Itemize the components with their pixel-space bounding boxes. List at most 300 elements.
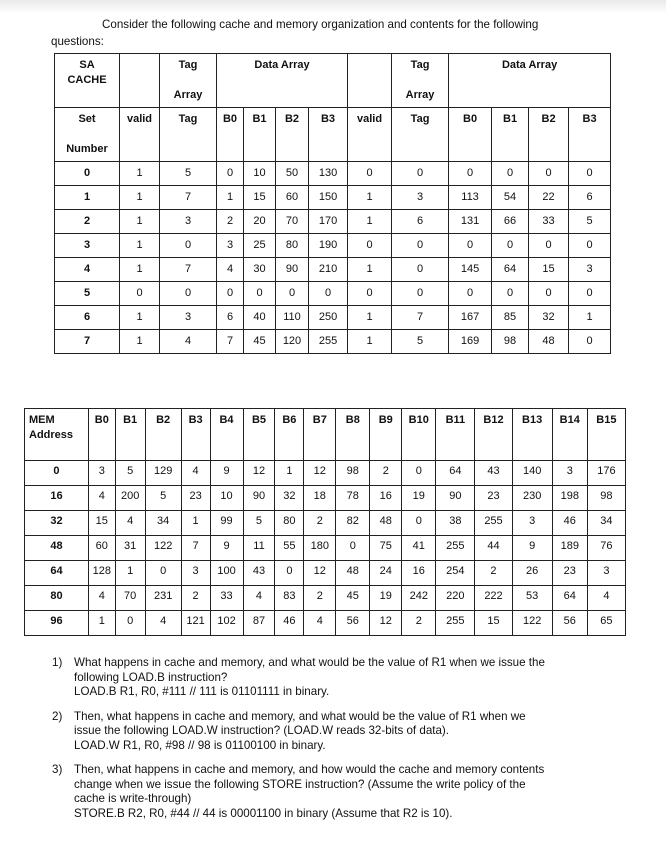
memory-column-header: B12 [475, 409, 512, 461]
cache-cell: 48 [529, 330, 569, 354]
memory-column-header: B14 [552, 409, 587, 461]
memory-cell: 230 [512, 486, 552, 511]
cache-cell: 2 [217, 210, 244, 234]
cache-cell: 54 [492, 186, 529, 210]
cache-cell: 3 [392, 186, 449, 210]
memory-cell: 99 [210, 511, 243, 536]
memory-cell: 87 [243, 611, 275, 636]
memory-column-header: B0 [88, 409, 115, 461]
memory-column-header: B10 [402, 409, 436, 461]
memory-cell: 0 [145, 561, 181, 586]
cache-cell: 5 [569, 210, 611, 234]
memory-row [25, 511, 626, 536]
cache-set-number: 6 [55, 306, 120, 330]
cache-cell: 1 [120, 306, 160, 330]
cache-cell: 0 [492, 162, 529, 186]
cache-cell: 0 [449, 162, 492, 186]
cache-title-cell [55, 54, 120, 108]
cache-column-header: B0 [449, 108, 492, 162]
memory-cell: 19 [402, 486, 436, 511]
memory-cell: 48 [336, 561, 370, 586]
question-number: 2) [52, 709, 63, 723]
memory-cell: 180 [304, 536, 336, 561]
cache-set-number: 2 [55, 210, 120, 234]
cache-cell: 1 [120, 162, 160, 186]
cache-cell: 0 [160, 234, 217, 258]
memory-cell: 56 [336, 611, 370, 636]
memory-cell: 4 [304, 611, 336, 636]
cache-cell: 3 [569, 258, 611, 282]
cache-column-header: B3 [309, 108, 348, 162]
cache-set-row [55, 162, 611, 186]
cache-set-row [55, 186, 611, 210]
cache-header-empty [348, 54, 392, 108]
memory-column-header: B3 [181, 409, 210, 461]
memory-cell: 200 [115, 486, 145, 511]
cache-column-header: B1 [492, 108, 529, 162]
memory-cell: 1 [181, 511, 210, 536]
memory-cell: 1 [275, 461, 304, 486]
memory-cell: 1 [115, 561, 145, 586]
cache-cell: 0 [348, 282, 392, 306]
memory-cell: 41 [402, 536, 436, 561]
memory-cell: 5 [145, 486, 181, 511]
memory-cell: 4 [181, 461, 210, 486]
cache-column-header: B2 [529, 108, 569, 162]
cache-cell: 0 [120, 282, 160, 306]
cache-header-row-1 [55, 54, 611, 108]
number-label: Number [66, 143, 108, 155]
memory-cell: 255 [436, 611, 475, 636]
memory-cell: 189 [552, 536, 587, 561]
cache-cell: 0 [348, 162, 392, 186]
memory-cell: 60 [88, 536, 115, 561]
memory-address: 64 [25, 561, 89, 586]
cache-header-empty [120, 54, 160, 108]
memory-cell: 102 [210, 611, 243, 636]
memory-cell: 242 [402, 586, 436, 611]
question-line: STORE.B R2, R0, #44 // 44 is 00001100 in binary (Assume that R2 is 10). [74, 806, 453, 820]
memory-column-header: B1 [115, 409, 145, 461]
cache-cell: 22 [529, 186, 569, 210]
memory-cell: 3 [552, 461, 587, 486]
cache-cell: 1 [217, 186, 244, 210]
memory-cell: 18 [304, 486, 336, 511]
cache-cell: 1 [348, 210, 392, 234]
memory-cell: 10 [210, 486, 243, 511]
cache-cell: 10 [244, 162, 276, 186]
memory-address: 80 [25, 586, 89, 611]
memory-column-header: B6 [275, 409, 304, 461]
memory-cell: 231 [145, 586, 181, 611]
memory-cell: 98 [587, 486, 625, 511]
data-array-header-way0: Data Array [217, 54, 348, 108]
question-line: Then, what happens in cache and memory, and how would the cache and memory contents [74, 763, 545, 776]
cache-cell: 25 [244, 234, 276, 258]
cache-table [54, 53, 611, 354]
cache-cell: 7 [160, 258, 217, 282]
cache-set-number: 4 [55, 258, 120, 282]
memory-column-header: B5 [243, 409, 275, 461]
memory-cell: 0 [115, 611, 145, 636]
set-number-header [55, 108, 120, 162]
memory-address: 48 [25, 536, 89, 561]
memory-cell: 98 [336, 461, 370, 486]
cache-cell: 4 [217, 258, 244, 282]
cache-cell: 145 [449, 258, 492, 282]
memory-cell: 4 [587, 586, 625, 611]
intro-line-1: Consider the following cache and memory organization and contents for the following [102, 18, 539, 31]
memory-cell: 198 [552, 486, 587, 511]
cache-cell: 0 [244, 282, 276, 306]
cache-cell: 3 [160, 210, 217, 234]
memory-column-header: B9 [370, 409, 402, 461]
cache-cell: 0 [449, 282, 492, 306]
memory-cell: 44 [475, 536, 512, 561]
question-body [74, 656, 612, 700]
memory-address: 32 [25, 511, 89, 536]
cache-cell: 32 [529, 306, 569, 330]
question-body [74, 763, 612, 821]
cache-cell: 0 [449, 234, 492, 258]
memory-cell: 5 [243, 511, 275, 536]
tag-label: Tag [178, 59, 198, 71]
memory-cell: 43 [243, 561, 275, 586]
memory-cell: 3 [88, 461, 115, 486]
cache-cell: 167 [449, 306, 492, 330]
cache-cell: 3 [217, 234, 244, 258]
cache-cell: 45 [244, 330, 276, 354]
cache-cell: 85 [492, 306, 529, 330]
question-item [52, 710, 612, 754]
cache-cell: 169 [449, 330, 492, 354]
cache-cell: 113 [449, 186, 492, 210]
memory-cell: 2 [370, 461, 402, 486]
memory-cell: 80 [275, 511, 304, 536]
memory-cell: 9 [210, 536, 243, 561]
memory-cell: 23 [181, 486, 210, 511]
memory-cell: 11 [243, 536, 275, 561]
cache-column-header: Tag [392, 108, 449, 162]
memory-cell: 70 [115, 586, 145, 611]
cache-header-row-2 [55, 108, 611, 162]
cache-cell: 110 [276, 306, 309, 330]
cache-cell: 30 [244, 258, 276, 282]
memory-cell: 15 [88, 511, 115, 536]
cache-cell: 0 [392, 258, 449, 282]
memory-row [25, 486, 626, 511]
cache-cell: 0 [569, 282, 611, 306]
cache-set-row [55, 234, 611, 258]
memory-cell: 34 [145, 511, 181, 536]
memory-cell: 3 [512, 511, 552, 536]
cache-label: CACHE [67, 74, 107, 86]
mem-label: MEM [29, 414, 55, 426]
cache-set-number: 5 [55, 282, 120, 306]
question-line: change when we issue the following STORE instruction? (Assume the write policy of the [74, 777, 526, 791]
memory-cell: 19 [370, 586, 402, 611]
question-item [52, 763, 612, 821]
cache-cell: 1 [348, 306, 392, 330]
memory-cell: 4 [88, 586, 115, 611]
cache-cell: 0 [217, 162, 244, 186]
memory-cell: 34 [587, 511, 625, 536]
memory-cell: 46 [275, 611, 304, 636]
memory-cell: 12 [304, 561, 336, 586]
cache-column-header: B2 [276, 108, 309, 162]
memory-cell: 4 [145, 611, 181, 636]
cache-cell: 60 [276, 186, 309, 210]
cache-cell: 170 [309, 210, 348, 234]
memory-cell: 128 [88, 561, 115, 586]
cache-column-header: B0 [217, 108, 244, 162]
cache-cell: 1 [348, 330, 392, 354]
memory-cell: 12 [243, 461, 275, 486]
question-body [74, 710, 612, 754]
cache-cell: 0 [392, 282, 449, 306]
cache-cell: 6 [569, 186, 611, 210]
cache-set-row [55, 306, 611, 330]
memory-cell: 7 [181, 536, 210, 561]
cache-cell: 7 [217, 330, 244, 354]
memory-cell: 16 [402, 561, 436, 586]
cache-column-header: B1 [244, 108, 276, 162]
memory-cell: 176 [587, 461, 625, 486]
memory-cell: 16 [370, 486, 402, 511]
cache-cell: 0 [492, 282, 529, 306]
cache-cell: 1 [120, 186, 160, 210]
cache-cell: 1 [120, 330, 160, 354]
cache-cell: 0 [569, 330, 611, 354]
memory-cell: 15 [475, 611, 512, 636]
cache-cell: 15 [529, 258, 569, 282]
cache-cell: 0 [529, 234, 569, 258]
cache-cell: 7 [160, 186, 217, 210]
memory-cell: 90 [243, 486, 275, 511]
cache-cell: 0 [569, 234, 611, 258]
cache-cell: 0 [348, 234, 392, 258]
mem-address-header [25, 409, 89, 461]
cache-set-number: 1 [55, 186, 120, 210]
tag-array-header-way1 [392, 54, 449, 108]
memory-cell: 4 [243, 586, 275, 611]
memory-row [25, 611, 626, 636]
memory-cell: 121 [181, 611, 210, 636]
memory-column-header: B13 [512, 409, 552, 461]
memory-column-header: B15 [587, 409, 625, 461]
cache-set-row [55, 282, 611, 306]
cache-cell: 0 [160, 282, 217, 306]
cache-cell: 1 [348, 186, 392, 210]
memory-cell: 82 [336, 511, 370, 536]
cache-cell: 120 [276, 330, 309, 354]
memory-cell: 65 [587, 611, 625, 636]
question-item [52, 656, 612, 700]
memory-column-header: B8 [336, 409, 370, 461]
address-label: Address [29, 429, 74, 441]
memory-cell: 1 [88, 611, 115, 636]
memory-cell: 2 [304, 586, 336, 611]
cache-cell: 1 [120, 210, 160, 234]
cache-set-row [55, 210, 611, 234]
cache-set-row [55, 330, 611, 354]
cache-cell: 1 [120, 234, 160, 258]
question-number: 3) [52, 763, 63, 776]
cache-cell: 5 [392, 330, 449, 354]
memory-cell: 222 [475, 586, 512, 611]
cache-cell: 70 [276, 210, 309, 234]
memory-cell: 4 [88, 486, 115, 511]
question-line: LOAD.W R1, R0, #98 // 98 is 01100100 in binary. [74, 738, 326, 752]
question-number: 1) [52, 656, 63, 669]
tag-label: Tag [410, 59, 430, 71]
memory-cell: 0 [402, 461, 436, 486]
cache-cell: 7 [392, 306, 449, 330]
cache-cell: 250 [309, 306, 348, 330]
memory-row [25, 561, 626, 586]
memory-cell: 3 [587, 561, 625, 586]
cache-table-body [55, 162, 611, 354]
memory-address: 96 [25, 611, 89, 636]
memory-cell: 53 [512, 586, 552, 611]
cache-cell: 131 [449, 210, 492, 234]
memory-cell: 220 [436, 586, 475, 611]
cache-cell: 80 [276, 234, 309, 258]
tag-array-header-way0 [160, 54, 217, 108]
sa-label: SA [79, 59, 95, 71]
cache-cell: 15 [244, 186, 276, 210]
set-label: Set [78, 113, 96, 125]
memory-cell: 12 [304, 461, 336, 486]
memory-cell: 100 [210, 561, 243, 586]
memory-cell: 24 [370, 561, 402, 586]
memory-row [25, 586, 626, 611]
memory-cell: 64 [552, 586, 587, 611]
question-line: LOAD.B R1, R0, #111 // 111 is 01101111 in binary. [74, 685, 330, 698]
cache-cell: 0 [529, 282, 569, 306]
memory-cell: 46 [552, 511, 587, 536]
cache-cell: 0 [217, 282, 244, 306]
memory-cell: 90 [436, 486, 475, 511]
cache-cell: 255 [309, 330, 348, 354]
memory-table [24, 408, 626, 636]
cache-cell: 90 [276, 258, 309, 282]
cache-cell: 5 [160, 162, 217, 186]
cache-cell: 210 [309, 258, 348, 282]
cache-cell: 150 [309, 186, 348, 210]
memory-cell: 2 [402, 611, 436, 636]
memory-cell: 0 [336, 536, 370, 561]
cache-cell: 1 [348, 258, 392, 282]
question-line: cache is write-through) [74, 792, 192, 805]
memory-address: 16 [25, 486, 89, 511]
memory-cell: 45 [336, 586, 370, 611]
memory-cell: 76 [587, 536, 625, 561]
top-shade [0, 0, 666, 14]
cache-cell: 33 [529, 210, 569, 234]
question-line: following LOAD.B instruction? [74, 670, 228, 684]
memory-cell: 23 [475, 486, 512, 511]
memory-cell: 33 [210, 586, 243, 611]
memory-cell: 3 [181, 561, 210, 586]
memory-column-header: B2 [145, 409, 181, 461]
cache-column-header: Tag [160, 108, 217, 162]
memory-cell: 2 [475, 561, 512, 586]
memory-table-body [25, 461, 626, 636]
array-label: Array [405, 89, 435, 101]
cache-cell: 6 [217, 306, 244, 330]
cache-cell: 4 [160, 330, 217, 354]
memory-cell: 9 [210, 461, 243, 486]
memory-column-header: B4 [210, 409, 243, 461]
cache-cell: 66 [492, 210, 529, 234]
memory-cell: 4 [115, 511, 145, 536]
memory-cell: 140 [512, 461, 552, 486]
cache-cell: 0 [276, 282, 309, 306]
memory-row [25, 536, 626, 561]
cache-column-header: B3 [569, 108, 611, 162]
memory-cell: 55 [275, 536, 304, 561]
intro-line-2: questions: [51, 35, 104, 48]
cache-cell: 1 [569, 306, 611, 330]
cache-cell: 0 [492, 234, 529, 258]
cache-cell: 50 [276, 162, 309, 186]
cache-set-number: 0 [55, 162, 120, 186]
data-array-header-way1: Data Array [449, 54, 611, 108]
cache-cell: 40 [244, 306, 276, 330]
memory-cell: 12 [370, 611, 402, 636]
cache-cell: 130 [309, 162, 348, 186]
memory-cell: 5 [115, 461, 145, 486]
memory-cell: 31 [115, 536, 145, 561]
memory-cell: 2 [181, 586, 210, 611]
cache-set-row [55, 258, 611, 282]
memory-header-row [25, 409, 626, 461]
cache-set-number: 7 [55, 330, 120, 354]
questions-list [52, 656, 612, 831]
memory-column-header: B7 [304, 409, 336, 461]
memory-cell: 0 [402, 511, 436, 536]
memory-cell: 75 [370, 536, 402, 561]
cache-cell: 0 [569, 162, 611, 186]
cache-cell: 0 [529, 162, 569, 186]
cache-cell: 190 [309, 234, 348, 258]
cache-cell: 0 [392, 162, 449, 186]
memory-cell: 32 [275, 486, 304, 511]
memory-cell: 64 [436, 461, 475, 486]
memory-cell: 48 [370, 511, 402, 536]
memory-address: 0 [25, 461, 89, 486]
memory-cell: 0 [275, 561, 304, 586]
cache-cell: 0 [309, 282, 348, 306]
memory-cell: 78 [336, 486, 370, 511]
cache-cell: 0 [392, 234, 449, 258]
memory-cell: 9 [512, 536, 552, 561]
memory-cell: 26 [512, 561, 552, 586]
cache-cell: 3 [160, 306, 217, 330]
memory-cell: 23 [552, 561, 587, 586]
memory-cell: 2 [304, 511, 336, 536]
memory-cell: 122 [145, 536, 181, 561]
memory-cell: 254 [436, 561, 475, 586]
question-line: issue the following LOAD.W instruction? (LOAD.W reads 32-bits of data). [74, 724, 450, 737]
memory-cell: 43 [475, 461, 512, 486]
question-line: Then, what happens in cache and memory, and what would be the value of R1 when we [74, 709, 526, 723]
memory-column-header: B11 [436, 409, 475, 461]
memory-cell: 129 [145, 461, 181, 486]
memory-cell: 255 [436, 536, 475, 561]
memory-cell: 83 [275, 586, 304, 611]
